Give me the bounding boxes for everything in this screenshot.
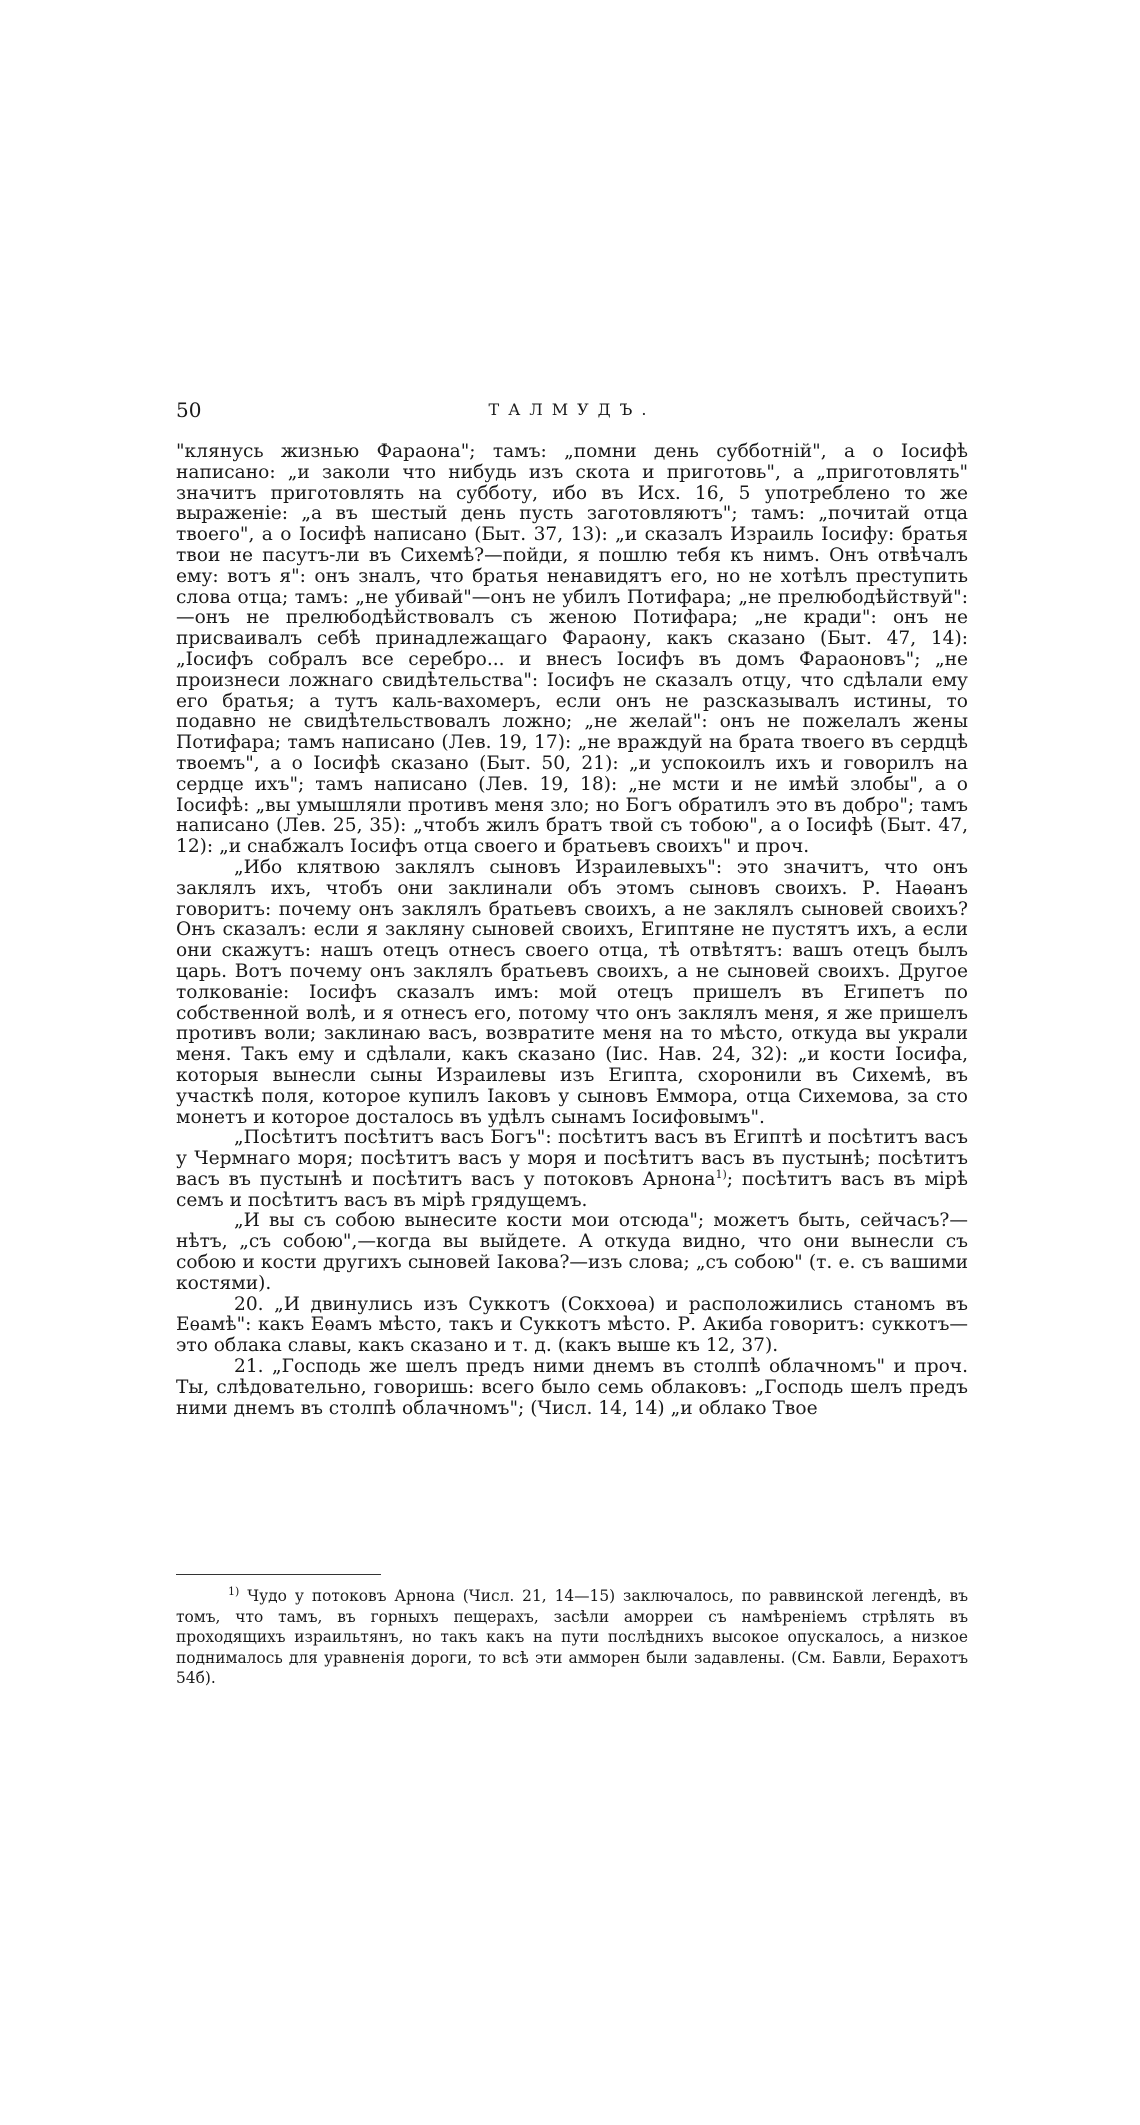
footnote: [176, 1586, 968, 1689]
paragraph-text: ; посѣтитъ васъ въ мірѣ семъ и посѣтитъ васъ въ мірѣ грядущемъ.: [176, 1168, 968, 1211]
page-number: 50: [176, 398, 202, 422]
paragraph-text: „Посѣтитъ посѣтитъ васъ Богъ": посѣтитъ васъ въ Египтѣ и посѣтитъ васъ у Чермнаго моря; посѣтитъ васъ у моря и посѣтитъ васъ въ пустынѣ; посѣтитъ васъ въ пустынѣ и посѣтитъ васъ у потоковъ Арнона: [176, 1127, 968, 1190]
footnote-text: Чудо у потоковъ Арнона (Числ. 21, 14—15) заключалось, по раввинской легендѣ, въ томъ, что тамъ, въ горныхъ пещерахъ, засѣли аморреи съ намѣреніемъ стрѣлять въ проходящихъ израильтянъ, но такъ какъ на пути послѣднихъ высокое опускалось, а низкое поднималось для уравненія дороги, то всѣ эти амморен были задавлены. (См. Бавли, Берахотъ 54б).: [176, 1587, 968, 1687]
running-title: ТАЛМУДЪ.: [488, 400, 656, 419]
footnote-paragraph: [176, 1586, 968, 1689]
paragraph: „И вы съ собою вынесите кости мои отсюда"; можетъ быть, сейчасъ?—нѣтъ, „съ собою",—когда вы выйдете. А откуда видно, что они вынесли съ собою и кости другихъ сыновей Іакова?—изъ слова; „съ собою" (т. е. съ вашими костями).: [176, 1210, 968, 1294]
footnote-marker: 1): [228, 1584, 240, 1598]
main-text: [176, 442, 968, 1419]
paragraph: 20. „И двинулись изъ Суккотъ (Сокхоѳа) и расположились станомъ въ Еѳамѣ": какъ Еѳамъ мѣсто, такъ и Суккотъ мѣсто. Р. Акиба говоритъ: суккотъ—это облака славы, какъ сказано и т. д. (какъ выше къ 12, 37).: [176, 1293, 968, 1357]
paragraph: 21. „Господь же шелъ предъ ними днемъ въ столпѣ облачномъ" и проч. Ты, слѣдовательно, говоришь: всего было семь облаковъ: „Господь шелъ предъ ними днемъ въ столпѣ облачномъ"; (Числ. 14, 14) „и облако Твое: [176, 1356, 968, 1419]
page-header: [176, 398, 968, 428]
paragraph: "клянусь жизнью Фараона"; тамъ: „помни день субботній", а о Іосифѣ написано: „и заколи что нибудь изъ скота и приготовь", а „приготовлять" значитъ приготовлять на субботу, ибо въ Исх. 16, 5 употреблено то же выраженіе: „а въ шестый день пусть заготовляютъ"; тамъ: „почитай отца твоего", а о Іосифѣ написано (Быт. 37, 13): „и сказалъ Израиль Іосифу: братья твои не пасутъ-ли въ Сихемѣ?—пойди, я пошлю тебя къ нимъ. Онъ отвѣчалъ ему: вотъ я": онъ зналъ, что братья ненавидятъ его, но не хотѣлъ преступить слова отца; тамъ: „не убивай"—онъ не убилъ Потифара; „не прелюбодѣйствуй":—онъ не прелюбодѣйствовалъ съ женою Потифара; „не кради": онъ не присваивалъ себѣ принадлежащаго Фараону, какъ сказано (Быт. 47, 14): „Іосифъ собралъ все серебро... и внесъ Іосифъ въ домъ Фараоновъ"; „не произнеси ложнаго свидѣтельства": Іосифъ не сказалъ отцу, что сдѣлали ему его братья; а тутъ каль-вахомеръ, если онъ не разсказывалъ истины, то подавно не свидѣтельствовалъ ложно; „не желай": онъ не пожелалъ жены Потифара; тамъ написано (Лев. 19, 17): „не враждуй на брата твоего въ сердцѣ твоемъ", а о Іосифѣ сказано (Быт. 50, 21): „и успокоилъ ихъ и говорилъ на сердце ихъ"; тамъ написано (Лев. 19, 18): „не мсти и не имѣй злобы", а о Іосифѣ: „вы умышляли противъ меня зло; но Богъ обратилъ это въ добро"; тамъ написано (Лев. 25, 35): „чтобъ жилъ братъ твой съ тобою", а о Іосифѣ (Быт. 47, 12): „и снабжалъ Іосифъ отца своего и братьевъ своихъ" и проч.: [176, 441, 968, 858]
footnote-reference: 1): [715, 1167, 727, 1181]
footnote-divider: [176, 1574, 381, 1575]
paragraph: „Ибо клятвою заклялъ сыновъ Израилевыхъ": это значитъ, что онъ заклялъ ихъ, чтобъ они заклинали объ этомъ сыновъ своихъ. Р. Наѳанъ говоритъ: почему онъ заклялъ братьевъ своихъ, а не заклялъ сыновей своихъ? Онъ сказалъ: если я закляну сыновей своихъ, Египтяне не пустятъ ихъ, а если они скажутъ: нашъ отецъ отнесъ своего отца, тѣ отвѣтятъ: вашъ отецъ былъ царь. Вотъ почему онъ заклялъ братьевъ своихъ, а не сыновей своихъ. Другое толкованіе: Іосифъ сказалъ имъ: мой отецъ пришелъ въ Египетъ по собственной волѣ, и я отнесъ его, потому что онъ заклялъ меня, я же пришелъ противъ воли; заклинаю васъ, возвратите меня на то мѣсто, откуда вы украли меня. Такъ ему и сдѣлали, какъ сказано (Іис. Нав. 24, 32): „и кости Іосифа, которыя вынесли сыны Израилевы изъ Египта, схоронили въ Сихемѣ, въ участкѣ поля, которое купилъ Іаковъ у сыновъ Еммора, отца Сихемова, за сто монетъ и которое досталось въ удѣлъ сынамъ Іосифовымъ".: [176, 856, 968, 1128]
paragraph: [176, 1128, 968, 1211]
